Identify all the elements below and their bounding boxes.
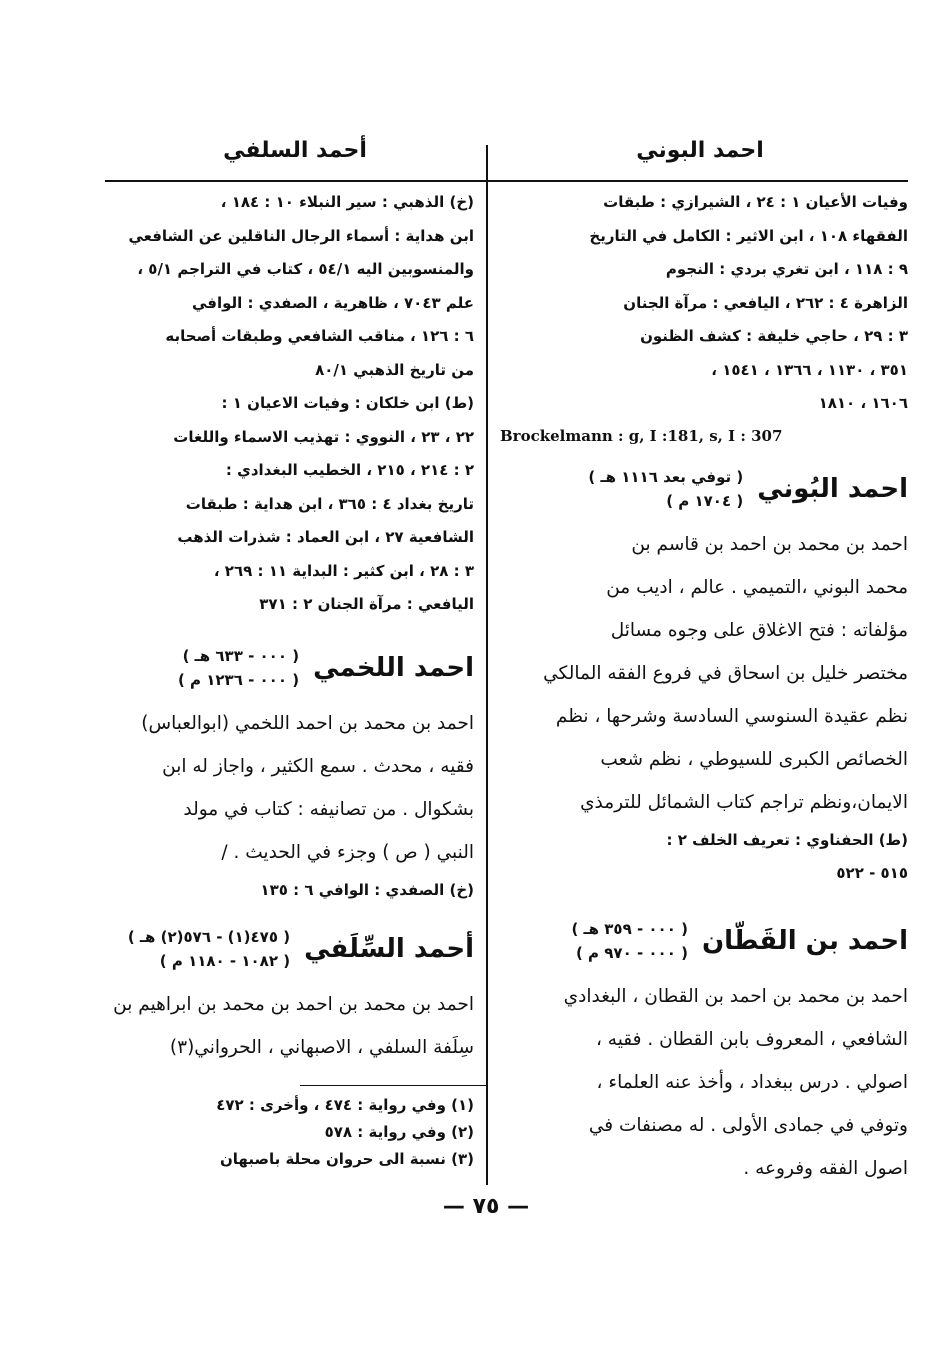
reference-line: الشافعية ٢٧ ، ابن العماد : شذرات الذهب	[177, 528, 474, 546]
reference-line: علم ٧٠٤٣ ، ظاهرية ، الصفدي : الوافي	[191, 293, 474, 312]
reference-line: والمنسوبين اليه ٥٤/١ ، كتاب في التراجم ٥/١ ،	[137, 260, 474, 278]
reference-line: ١٦٠٦ ، ١٨١٠	[818, 394, 908, 412]
footnote: (١) وفي رواية : ٤٧٤ ، وأخرى : ٤٧٢	[216, 1096, 474, 1114]
entry-refs-buni	[500, 824, 908, 891]
references-continued	[500, 186, 908, 421]
entry-dates	[178, 644, 299, 692]
reference-line: اليافعي : مرآة الجنان ٢ : ٣٧١	[259, 595, 474, 613]
reference-line: وفيات الأعيان ١ : ٢٤ ، الشيرازي : طبقات	[603, 193, 908, 211]
date-ad: ( ٠٠٠ - ١٢٣٦ م )	[177, 670, 300, 689]
body-line: الشافعي ، المعروف بابن القطان . فقيه ،	[595, 1028, 908, 1050]
entry-body-buni	[500, 523, 908, 824]
body-line: فقيه ، محدث . سمع الكثير ، واجاز له ابن	[162, 755, 474, 777]
footnote-rule	[300, 1085, 486, 1086]
body-line: بشكوال . من تصانيفه : كتاب في مولد	[183, 798, 474, 820]
reference-line: ٥١٥ - ٥٢٢	[836, 864, 908, 882]
reference-line: (خ) الذهبي : سير النبلاء ١٠ : ١٨٤ ،	[220, 193, 474, 211]
date-hijri: ( توفي بعد ١١١٦ هـ )	[588, 467, 744, 486]
entry-heading-buni	[500, 465, 908, 513]
reference-line: الزاهرة ٤ : ٢٦٢ ، اليافعي : مرآة الجنان	[623, 293, 908, 312]
reference-line: ٢٢ ، ٢٣ ، النووي : تهذيب الاسماء واللغات	[173, 427, 474, 446]
references-continued-kh	[108, 186, 474, 387]
body-line: نظم عقيدة السنوسي السادسة وشرحها ، نظم	[555, 705, 908, 727]
reference-line: ابن هداية : أسماء الرجال الناقلين عن الشافعي	[128, 226, 474, 245]
body-line: مختصر خليل بن اسحاق في فروع الفقه المالكي	[543, 662, 908, 684]
reference-line: (ط) ابن خلكان : وفيات الاعيان ١ :	[221, 394, 474, 412]
body-line: احمد بن محمد بن احمد بن قاسم بن	[631, 533, 908, 555]
brockelmann-reference: Brockelmann : g, I :181, s, I : 307	[500, 426, 783, 445]
reference-line: ٦ : ١٢٦ ، مناقب الشافعي وطبقات أصحابه	[165, 327, 474, 345]
body-line: الايمان،ونظم تراجم كتاب الشمائل للترمذي	[580, 791, 908, 813]
right-column	[500, 186, 908, 1190]
column-divider	[486, 145, 488, 1185]
body-line: احمد بن محمد بن احمد بن محمد بن ابراهيم بن	[113, 994, 474, 1015]
date-hijri: ( ٠٠٠ - ٣٥٩ هـ )	[571, 919, 688, 938]
entry-name: احمد البُوني	[757, 473, 908, 504]
body-line: النبي ( ص ) وجزء في الحديث . /	[221, 841, 474, 863]
body-line: الخصائص الكبرى للسيوطي ، نظم شعب	[600, 748, 908, 770]
running-head-right: احمد البوني	[636, 138, 764, 163]
footnotes	[108, 1092, 474, 1173]
date-ad: ( ٠٠٠ - ٩٧٠ م )	[575, 943, 688, 962]
date-ad: ( ١٧٠٤ م )	[666, 491, 744, 510]
body-line: اصولي . درس ببغداد ، وأخذ عنه العلماء ،	[596, 1071, 908, 1093]
references-continued-t	[108, 387, 474, 622]
date-ad: ( ١٠٨٢ - ١١٨٠ م )	[159, 952, 291, 970]
running-head-left: أحمد السلفي	[223, 138, 367, 163]
reference-line: ٢ : ٢١٤ ، ٢١٥ ، الخطيب البغدادي :	[225, 461, 474, 479]
date-hijri: ( ٤٧٥(١) - ٥٧٦(٢) هـ )	[127, 928, 291, 946]
body-line: وتوفي في جمادى الأولى . له مصنفات في	[588, 1114, 908, 1136]
page-number: — ٧٥ —	[442, 1194, 530, 1219]
entry-body-qattan	[500, 975, 908, 1190]
footnote: (٢) وفي رواية : ٥٧٨	[324, 1123, 474, 1141]
reference-line: (ط) الحفناوي : تعريف الخلف ٢ :	[666, 830, 908, 849]
entry-dates	[588, 465, 743, 513]
reference-line: ٣ : ٢٩ ، حاجي خليفة : كشف الظنون	[640, 327, 908, 345]
body-line: احمد بن محمد بن احمد بن القطان ، البغدادي	[563, 985, 908, 1007]
reference-line: تاريخ بغداد ٤ : ٣٦٥ ، ابن هداية : طبقات	[185, 494, 474, 513]
reference-line: (خ) الصفدي : الوافي ٦ : ١٣٥	[260, 880, 474, 899]
entry-heading-silafi	[108, 925, 474, 973]
entry-name: احمد اللخمي	[313, 652, 474, 683]
body-line: اصول الفقه وفروعه .	[743, 1157, 908, 1179]
left-column	[108, 186, 474, 1069]
entry-dates	[571, 917, 688, 965]
entry-refs-lakhmi	[108, 874, 474, 908]
entry-body-lakhmi	[108, 702, 474, 874]
entry-heading-lakhmi	[108, 644, 474, 692]
reference-line: ٣٥١ ، ١١٣٠ ، ١٣٦٦ ، ١٥٤١ ،	[711, 360, 908, 379]
date-hijri: ( ٠٠٠ - ٦٣٣ هـ )	[182, 646, 300, 665]
reference-line: ٩ : ١١٨ ، ابن تغري بردي : النجوم	[665, 260, 908, 278]
footnote: (٣) نسبة الى حروان محلة باصبهان	[220, 1150, 474, 1168]
entry-name: احمد بن القَطّان	[701, 925, 908, 956]
body-line: محمد البوني ،التميمي . عالم ، اديب من	[606, 576, 908, 598]
entry-dates	[128, 925, 290, 973]
entry-name: أحمد السِّلَفي	[304, 934, 474, 964]
header-rule	[105, 180, 908, 182]
reference-line: الفقهاء ١٠٨ ، ابن الاثير : الكامل في التاريخ	[589, 226, 908, 245]
reference-line: من تاريخ الذهبي ٨٠/١	[315, 360, 474, 379]
body-line: مؤلفاته : فتح الاغلاق على وجوه مسائل	[610, 619, 908, 641]
body-line: احمد بن محمد بن احمد اللخمي (ابوالعباس)	[141, 712, 474, 734]
entry-body-silafi	[108, 983, 474, 1069]
entry-heading-qattan	[500, 917, 908, 965]
reference-line: ٣ : ٢٨ ، ابن كثير : البداية ١١ : ٢٦٩ ،	[213, 561, 474, 580]
body-line: سِلَفة السلفي ، الاصبهاني ، الحرواني(٣)	[169, 1037, 474, 1058]
